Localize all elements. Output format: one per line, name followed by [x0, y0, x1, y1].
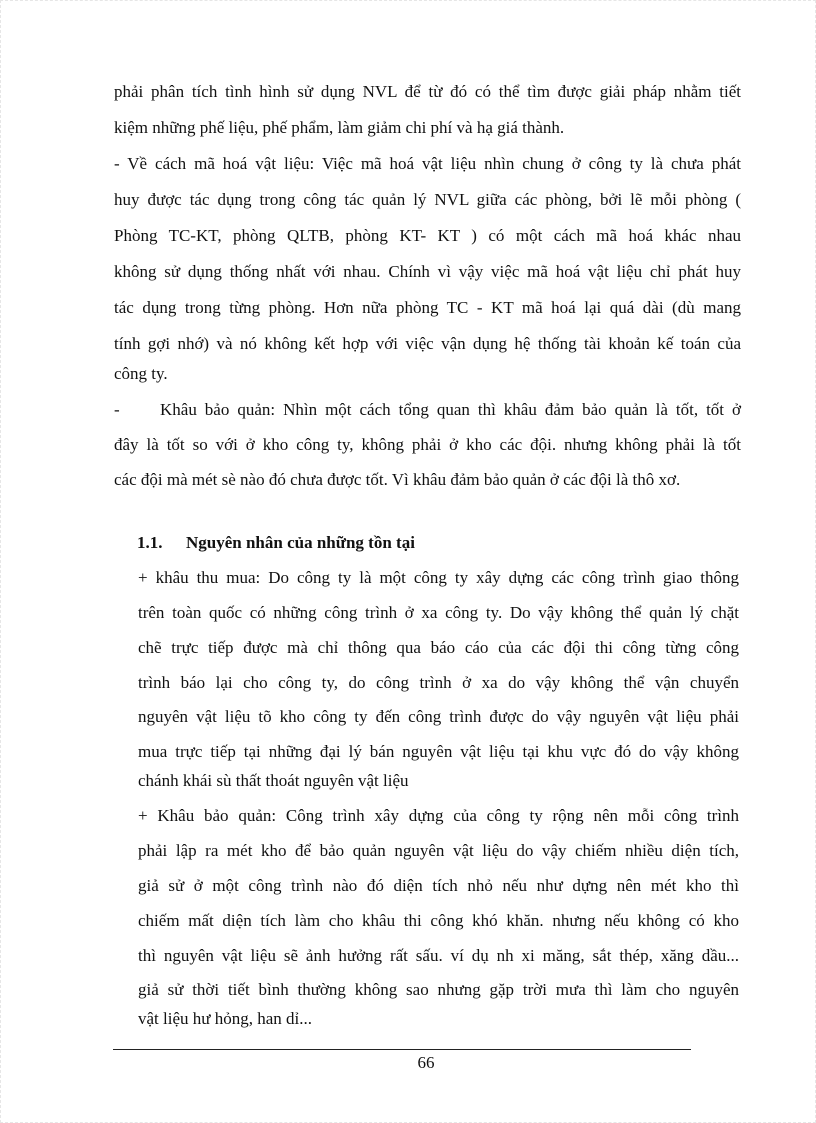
- paragraph-2-line-2: huy được tác dụng trong công tác quản lý NVL giữa các phòng, bởi lẽ mỗi phòng (: [114, 190, 741, 209]
- paragraph-2-line-4: không sử dụng thống nhất với nhau. Chính vì vậy việc mã hoá vật liệu chỉ phát huy: [114, 262, 741, 281]
- section-heading-number: 1.1.: [137, 533, 163, 552]
- paragraph-5-line-2: phải lập ra mét kho để bảo quản nguyên vật liệu do vậy chiếm nhiều diện tích,: [138, 841, 739, 860]
- paragraph-4-line-6: mua trực tiếp tại những đại lý bán nguyên vật liệu tại khu vực đó do vậy không: [138, 742, 739, 761]
- paragraph-2-line-5: tác dụng trong từng phòng. Hơn nữa phòng TC - KT mã hoá lại quá dài (dù mang: [114, 298, 741, 317]
- paragraph-3-line-1: Khâu bảo quản: Nhìn một cách tổng quan thì khâu đảm bảo quản là tốt, tốt ở: [160, 400, 741, 419]
- paragraph-5-line-7: vật liệu hư hỏng, han dỉ...: [138, 1009, 312, 1028]
- paragraph-3-line-2: đây là tốt so với ở kho công ty, không phải ở kho các đội. nhưng không phải là tốt: [114, 435, 741, 454]
- footer-rule: [113, 1049, 691, 1050]
- paragraph-4-line-7: chánh khái sù thất thoát nguyên vật liệu: [138, 771, 409, 790]
- paragraph-4-line-5: nguyên vật liệu tõ kho công ty đến công trình được do vậy nguyên vật liệu phải: [138, 707, 739, 726]
- paragraph-2-line-6: tính gợi nhớ) và nó không kết hợp với việc vận dụng hệ thống tài khoản kế toán của: [114, 334, 741, 353]
- paragraph-4-line-2: trên toàn quốc có những công trình ở xa công ty. Do vậy không thể quản lý chặt: [138, 603, 739, 622]
- paragraph-2-line-1: - Về cách mã hoá vật liệu: Việc mã hoá vật liệu nhìn chung ở công ty là chưa phát: [114, 154, 741, 173]
- paragraph-4-line-1: + khâu thu mua: Do công ty là một công ty xây dựng các công trình giao thông: [138, 568, 739, 587]
- paragraph-1-line-2: kiệm những phế liệu, phế phẩm, làm giảm chi phí và hạ giá thành.: [114, 118, 565, 137]
- page-number: 66: [417, 1053, 435, 1072]
- paragraph-5-line-5: thì nguyên vật liệu sẽ ảnh hưởng rất sấu. ví dụ nh xi măng, sắt thép, xăng dầu...: [138, 946, 739, 965]
- paragraph-4-line-4: trình báo lại cho công ty, do công trình ở xa do vậy không thể vận chuyển: [138, 673, 739, 692]
- paragraph-5-line-3: giả sử ở một công trình nào đó diện tích nhỏ nếu như dựng nên mét kho thì: [138, 876, 739, 895]
- section-heading-title: Nguyên nhân của những tồn tại: [186, 533, 415, 552]
- paragraph-1-line-1: phải phân tích tình hình sử dụng NVL để từ đó có thể tìm được giải pháp nhằm tiết: [114, 82, 741, 101]
- paragraph-5-line-1: + Khâu bảo quản: Công trình xây dựng của công ty rộng nên mỗi công trình: [138, 806, 739, 825]
- paragraph-5-line-4: chiếm mất diện tích làm cho khâu thi công khó khăn. nhưng nếu không có kho: [138, 911, 739, 930]
- paragraph-3-bullet: -: [114, 400, 120, 419]
- paragraph-3-line-3: các đội mà mét sè nào đó chưa được tốt. Vì khâu đảm bảo quản ở các đội là thô xơ.: [114, 470, 681, 489]
- paragraph-2-line-3: Phòng TC-KT, phòng QLTB, phòng KT- KT ) có một cách mã hoá khác nhau: [114, 226, 741, 245]
- paragraph-4-line-3: chẽ trực tiếp được mà chỉ thông qua báo cáo của các đội thi công từng công: [138, 638, 739, 657]
- paragraph-2-line-7: công ty.: [114, 364, 168, 383]
- paragraph-5-line-6: giả sử thời tiết bình thường không sao nhưng gặp trời mưa thì làm cho nguyên: [138, 980, 739, 999]
